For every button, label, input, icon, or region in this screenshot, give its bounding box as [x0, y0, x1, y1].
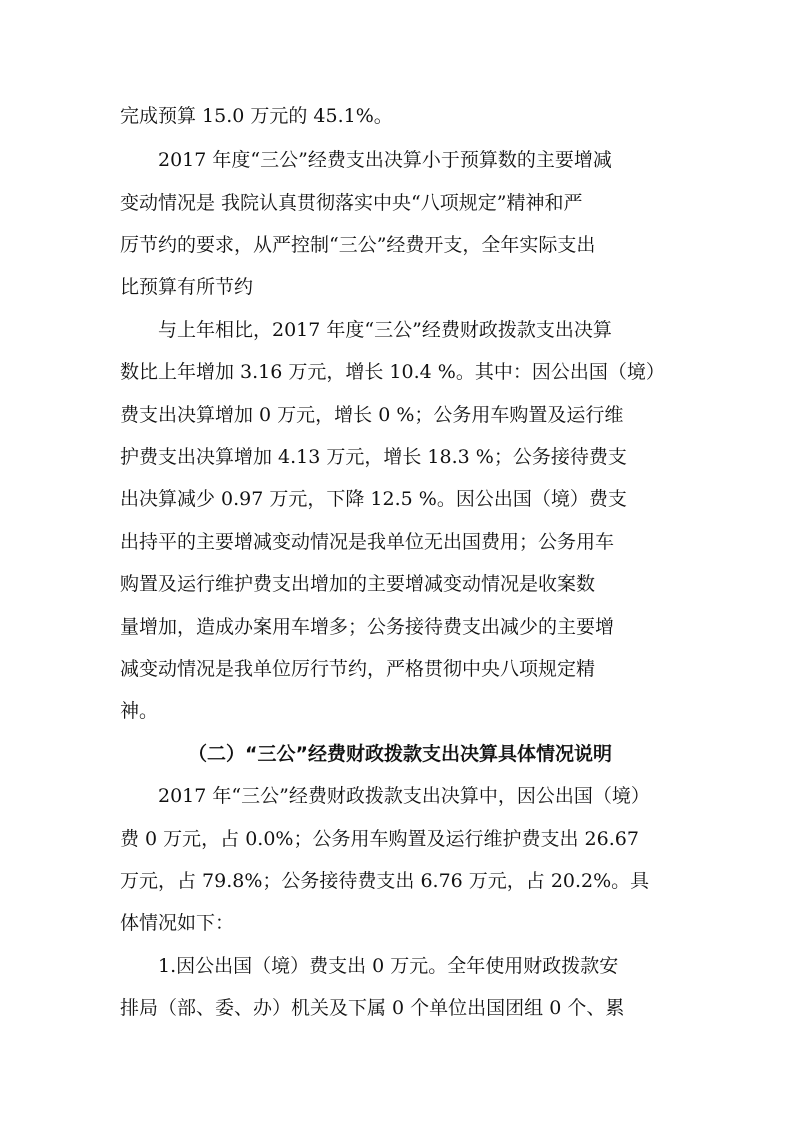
text-line: 体情况如下：: [120, 912, 235, 934]
text-line: 费支出决算增加 0 万元，增长 0 %；公务用车购置及运行维: [120, 404, 624, 426]
text-line: 出持平的主要增减变动情况是我单位无出国费用；公务用车: [120, 531, 615, 553]
text-line: 神。: [120, 700, 159, 722]
text-line: 购置及运行维护费支出增加的主要增减变动情况是收案数: [120, 573, 596, 595]
text-line: 出决算减少 0.97 万元，下降 12.5 %。因公出国（境）费支: [120, 488, 627, 510]
text-line: 与上年相比，2017 年度“三公”经费财政拨款支出决算: [158, 319, 612, 341]
text-line: 变动情况是 我院认真贯彻落实中央“八项规定”精神和严: [120, 192, 583, 214]
text-line: 量增加，造成办案用车增多；公务接待费支出减少的主要增: [120, 616, 615, 638]
text-line: 数比上年增加 3.16 万元，增长 10.4 %。其中：因公出国（境）: [120, 361, 665, 383]
text-line: 费 0 万元，占 0.0%；公务用车购置及运行维护费支出 26.67: [120, 828, 639, 850]
text-line: 完成预算 15.0 万元的 45.1%。: [120, 105, 393, 127]
text-line: 万元，占 79.8%；公务接待费支出 6.76 万元，占 20.2%。具: [120, 870, 650, 892]
text-line: 2017 年“三公”经费财政拨款支出决算中，因公出国（境）: [158, 785, 650, 807]
text-line: 减变动情况是我单位厉行节约，严格贯彻中央八项规定精: [120, 658, 596, 680]
text-line: 比预算有所节约: [120, 276, 254, 298]
text-line: 护费支出决算增加 4.13 万元，增长 18.3 %；公务接待费支: [120, 446, 627, 468]
text-line: 厉节约的要求，从严控制“三公”经费开支，全年实际支出: [120, 234, 596, 256]
section-heading: （二）“三公”经费财政拨款支出决算具体情况说明: [188, 743, 612, 765]
text-line: 排局（部、委、办）机关及下属 0 个单位出国团组 0 个、累: [120, 997, 625, 1019]
text-line: 2017 年度“三公”经费支出决算小于预算数的主要增减: [158, 149, 612, 171]
text-line: 1.因公出国（境）费支出 0 万元。全年使用财政拨款安: [158, 955, 619, 977]
